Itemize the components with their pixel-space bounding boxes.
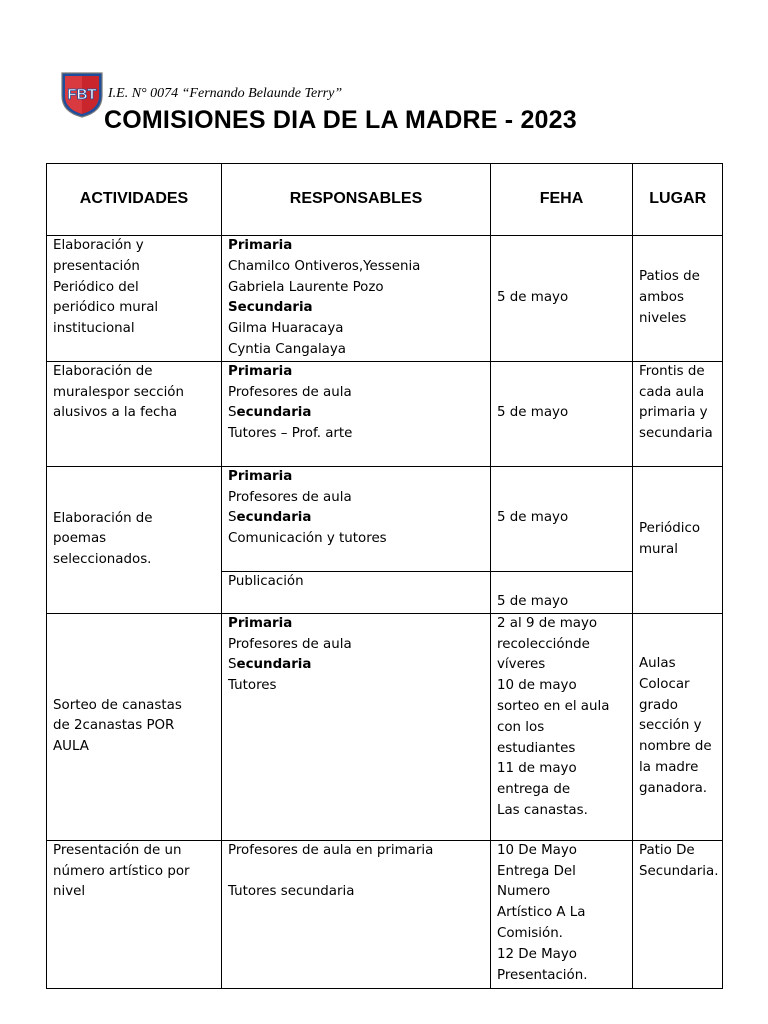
header-lugar: LUGAR bbox=[633, 164, 723, 236]
page-title: COMISIONES DIA DE LA MADRE - 2023 bbox=[104, 106, 577, 134]
commissions-table bbox=[46, 163, 723, 989]
activity-cell: Elaboración y presentación Periódico del periódico mural institucional bbox=[47, 236, 222, 362]
activity-cell: Sorteo de canastas de 2canastas POR AULA bbox=[47, 613, 222, 840]
fecha-cell: 5 de mayo bbox=[491, 571, 633, 613]
table-row bbox=[47, 361, 723, 466]
fecha-cell: 5 de mayo bbox=[491, 361, 633, 466]
activity-cell: Presentación de un número artístico por nivel bbox=[47, 840, 222, 988]
school-name: I.E. N° 0074 “Fernando Belaunde Terry” bbox=[108, 86, 343, 101]
responsables-cell: Primaria Chamilco Ontiveros,Yessenia Gabriela Laurente Pozo Secundaria Gilma Huaracaya Cyntia Cangalaya bbox=[222, 236, 491, 362]
responsables-cell: Primaria Profesores de aula Secundaria Tutores – Prof. arte bbox=[222, 361, 491, 466]
table-row bbox=[47, 613, 723, 840]
lugar-cell: Periódico mural bbox=[633, 466, 723, 613]
responsables-cell: Primaria Profesores de aula Secundaria Tutores bbox=[222, 613, 491, 840]
fecha-cell: 10 De Mayo Entrega Del Numero Artístico A La Comisión. 12 De Mayo Presentación. bbox=[491, 840, 633, 988]
lugar-cell: Frontis de cada aula primaria y secundaria bbox=[633, 361, 723, 466]
table-row bbox=[47, 840, 723, 988]
fecha-cell: 2 al 9 de mayo recolecciónde víveres 10 de mayo sorteo en el aula con los estudiantes 11 de mayo entrega de Las canastas. bbox=[491, 613, 633, 840]
lugar-cell: Aulas Colocar grado sección y nombre de la madre ganadora. bbox=[633, 613, 723, 840]
header-actividades: ACTIVIDADES bbox=[47, 164, 222, 236]
table-row bbox=[47, 236, 723, 362]
school-crest-logo bbox=[60, 70, 104, 118]
header-fecha: FEHA bbox=[491, 164, 633, 236]
activity-cell: Elaboración de muralespor sección alusivos a la fecha bbox=[47, 361, 222, 466]
fecha-cell: 5 de mayo bbox=[491, 466, 633, 571]
lugar-cell: Patio De Secundaria. bbox=[633, 840, 723, 988]
fecha-cell: 5 de mayo bbox=[491, 236, 633, 362]
activity-cell: Elaboración de poemas seleccionados. bbox=[47, 466, 222, 613]
lugar-cell: Patios de ambos niveles bbox=[633, 236, 723, 362]
responsables-cell: Profesores de aula en primaria Tutores secundaria bbox=[222, 840, 491, 988]
responsables-cell: Primaria Profesores de aula Secundaria Comunicación y tutores bbox=[222, 466, 491, 571]
header-responsables: RESPONSABLES bbox=[222, 164, 491, 236]
table-row bbox=[47, 466, 723, 571]
svg-text:FBT: FBT bbox=[67, 86, 97, 103]
publicacion-cell: Publicación bbox=[222, 571, 491, 613]
table-header-row bbox=[47, 164, 723, 236]
